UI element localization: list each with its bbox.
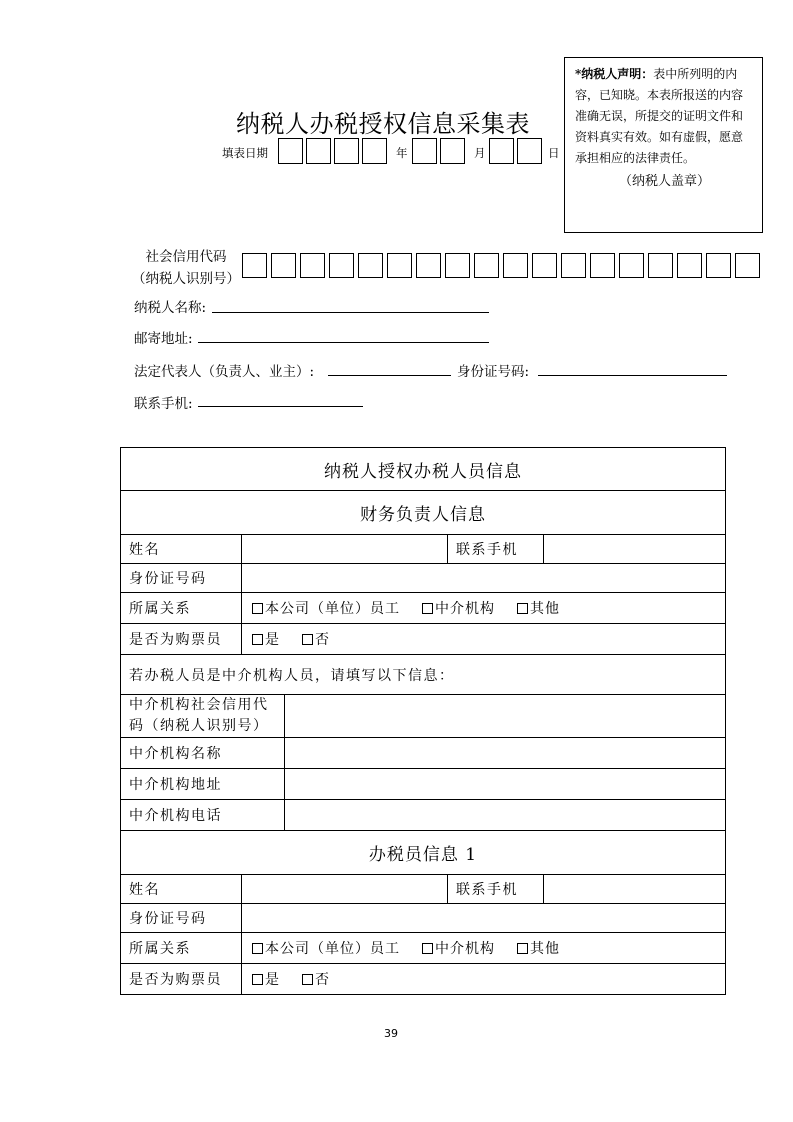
agency-code-label: 中介机构社会信用代码（纳税人识别号） xyxy=(121,695,285,738)
table-row xyxy=(121,535,726,564)
finance-affiliation-options xyxy=(242,593,726,624)
checkbox[interactable] xyxy=(252,603,263,614)
mailing-address-label: 邮寄地址: xyxy=(134,331,193,347)
page-number: 39 xyxy=(384,1027,398,1040)
credit-code-digit-box[interactable] xyxy=(271,253,296,278)
agency-name-label: 中介机构名称 xyxy=(121,738,285,769)
table-row xyxy=(121,800,726,831)
phone-label: 联系手机 xyxy=(448,535,544,564)
option-label: 其他 xyxy=(530,601,560,617)
option-label: 本公司（单位）员工 xyxy=(265,601,400,617)
date-year-digit-box[interactable] xyxy=(306,138,331,164)
option-label: 否 xyxy=(315,632,330,648)
credit-code-digit-box[interactable] xyxy=(619,253,644,278)
table-row xyxy=(121,564,726,593)
credit-code-digit-box[interactable] xyxy=(242,253,267,278)
date-label: 填表日期 xyxy=(222,146,268,160)
credit-code-digit-box[interactable] xyxy=(474,253,499,278)
checkbox[interactable] xyxy=(252,634,263,645)
legal-rep-field[interactable] xyxy=(328,375,451,376)
credit-code-digit-box[interactable] xyxy=(590,253,615,278)
date-year-digit-box[interactable] xyxy=(278,138,303,164)
option-label: 中介机构 xyxy=(435,941,495,957)
table-row xyxy=(121,624,726,655)
declaration-seal-label: （纳税人盖章） xyxy=(618,174,710,189)
credit-code-label-line1: 社会信用代码 xyxy=(145,249,227,265)
agent1-phone-input[interactable] xyxy=(544,875,726,904)
table-row xyxy=(121,964,726,995)
credit-code-label xyxy=(126,246,246,290)
option-label: 本公司（单位）员工 xyxy=(265,941,400,957)
table-row xyxy=(121,904,726,933)
date-day-digit-box[interactable] xyxy=(517,138,542,164)
date-year-digit-box[interactable] xyxy=(334,138,359,164)
mobile-label: 联系手机: xyxy=(134,396,193,412)
agent1-name-input[interactable] xyxy=(242,875,448,904)
table-row xyxy=(121,769,726,800)
id-label: 身份证号码 xyxy=(121,904,242,933)
agency-code-input[interactable] xyxy=(285,695,726,738)
credit-code-digit-box[interactable] xyxy=(445,253,470,278)
table-row xyxy=(121,875,726,904)
agency-address-input[interactable] xyxy=(285,769,726,800)
agent1-affiliation-options xyxy=(242,933,726,964)
table-row xyxy=(121,738,726,769)
checkbox[interactable] xyxy=(422,943,433,954)
name-label: 姓名 xyxy=(121,535,242,564)
credit-code-digit-box[interactable] xyxy=(300,253,325,278)
checkbox[interactable] xyxy=(302,974,313,985)
agency-name-input[interactable] xyxy=(285,738,726,769)
mailing-address-field[interactable] xyxy=(198,342,489,343)
date-year-label: 年 xyxy=(396,146,408,160)
date-day-digit-box[interactable] xyxy=(489,138,514,164)
credit-code-digit-box[interactable] xyxy=(735,253,760,278)
checkbox[interactable] xyxy=(517,943,528,954)
name-label: 姓名 xyxy=(121,875,242,904)
finance-name-input[interactable] xyxy=(242,535,448,564)
finance-phone-input[interactable] xyxy=(544,535,726,564)
option-label: 否 xyxy=(315,972,330,988)
credit-code-digit-box[interactable] xyxy=(648,253,673,278)
finance-section-header: 财务负责人信息 xyxy=(121,491,726,535)
buyer-label: 是否为购票员 xyxy=(121,624,242,655)
affiliation-label: 所属关系 xyxy=(121,933,242,964)
table-row xyxy=(121,593,726,624)
credit-code-digit-box[interactable] xyxy=(358,253,383,278)
taxpayer-name-field[interactable] xyxy=(212,312,489,313)
option-label: 是 xyxy=(265,972,280,988)
credit-code-label-line2: （纳税人识别号） xyxy=(132,271,240,287)
checkbox[interactable] xyxy=(302,634,313,645)
affiliation-label: 所属关系 xyxy=(121,593,242,624)
table-row xyxy=(121,695,726,738)
agent1-section-header: 办税员信息 1 xyxy=(121,831,726,875)
legal-rep-label: 法定代表人（负责人、业主）: xyxy=(134,364,315,380)
option-label: 是 xyxy=(265,632,280,648)
table-row xyxy=(121,655,726,695)
taxpayer-declaration-box xyxy=(564,57,763,233)
date-month-digit-box[interactable] xyxy=(440,138,465,164)
id-label: 身份证号码 xyxy=(121,564,242,593)
date-year-digit-box[interactable] xyxy=(362,138,387,164)
agency-address-label: 中介机构地址 xyxy=(121,769,285,800)
checkbox[interactable] xyxy=(252,943,263,954)
checkbox[interactable] xyxy=(422,603,433,614)
date-month-digit-box[interactable] xyxy=(412,138,437,164)
form-title: 纳税人办税授权信息采集表 xyxy=(236,110,530,138)
table-row xyxy=(121,933,726,964)
agent1-id-input[interactable] xyxy=(242,904,726,933)
option-label: 其他 xyxy=(530,941,560,957)
agency-phone-label: 中介机构电话 xyxy=(121,800,285,831)
credit-code-digit-box[interactable] xyxy=(416,253,441,278)
date-month-label: 月 xyxy=(474,146,486,160)
declaration-text: 表中所列明的内容，已知晓。本表所报送的内容准确无误，所提交的证明文件和资料真实有效。如有虚假，愿意承担相应的法律责任。 xyxy=(575,67,744,165)
buyer-label: 是否为购票员 xyxy=(121,964,242,995)
table-title: 纳税人授权办税人员信息 xyxy=(121,448,726,491)
date-day-label: 日 xyxy=(548,146,560,160)
credit-code-digit-box[interactable] xyxy=(706,253,731,278)
credit-code-digit-box[interactable] xyxy=(329,253,354,278)
mobile-field[interactable] xyxy=(198,406,363,407)
phone-label: 联系手机 xyxy=(448,875,544,904)
option-label: 中介机构 xyxy=(435,601,495,617)
finance-buyer-options xyxy=(242,624,726,655)
id-number-field[interactable] xyxy=(538,375,727,376)
authorized-agent-table xyxy=(120,447,726,995)
credit-code-digit-box[interactable] xyxy=(677,253,702,278)
id-number-label: 身份证号码: xyxy=(457,364,530,380)
credit-code-digit-box[interactable] xyxy=(532,253,557,278)
declaration-lead: *纳税人声明： xyxy=(575,67,654,81)
credit-code-digit-box[interactable] xyxy=(387,253,412,278)
agent1-buyer-options xyxy=(242,964,726,995)
finance-id-input[interactable] xyxy=(242,564,726,593)
agency-phone-input[interactable] xyxy=(285,800,726,831)
credit-code-digit-box[interactable] xyxy=(503,253,528,278)
credit-code-digit-box[interactable] xyxy=(561,253,586,278)
agency-note: 若办税人员是中介机构人员，请填写以下信息： xyxy=(121,655,726,695)
checkbox[interactable] xyxy=(252,974,263,985)
checkbox[interactable] xyxy=(517,603,528,614)
taxpayer-name-label: 纳税人名称: xyxy=(134,300,207,316)
